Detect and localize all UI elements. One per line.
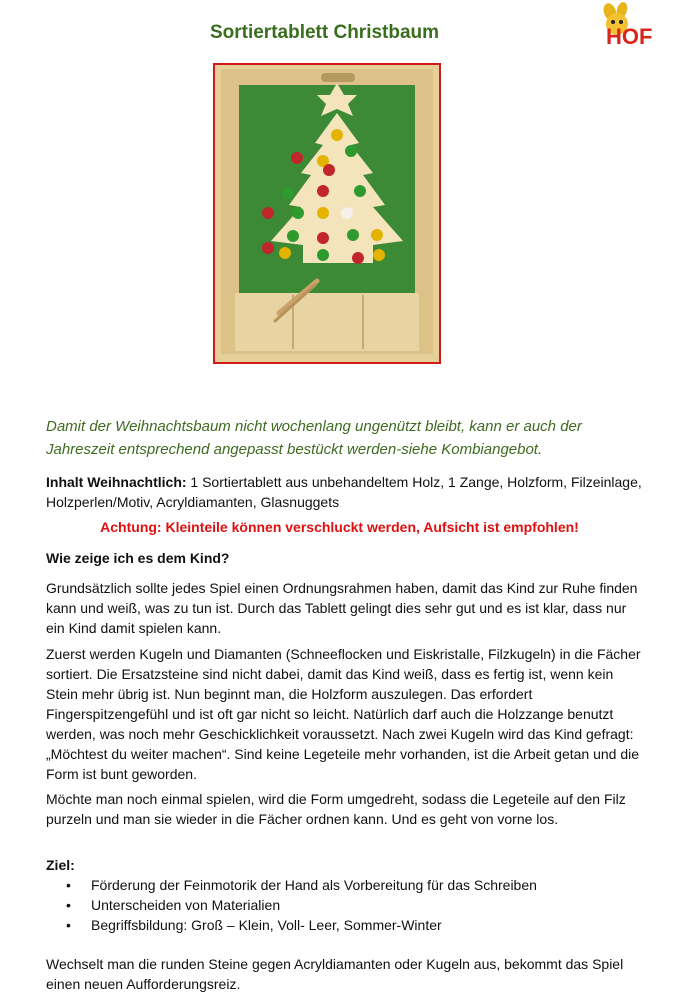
goal-heading: Ziel: [46, 857, 75, 873]
paragraph-2: Zuerst werden Kugeln und Diamanten (Schneeflocken und Eiskristalle, Filzkugeln) in die Fächer sortiert. Die Ersatzsteine sind nicht dabei, damit das Kind weiß, dass es fertig ist, wenn kein Stein mehr übrig ist. Nun beginnt man, die Holzform auszulegen. Das erfordert Fingerspitzengefühl und ist oft gar nicht so leicht. Natürlich darf auch die Holzzange benutzt werden, was noch mehr Geschicklichkeit voraussetzt. Nach zwei Kugeln wird das Kind gefragt: „Möchtest du weiter machen“. Sind keine Legeteile mehr vorhanden, ist die Arbeit getan und die Form ist bunt geworden. [46, 646, 641, 782]
contents-text: 1 Sortiertablett aus unbehandeltem Holz, 1 Zange, Holzform, Filzeinlage, Holzperlen/Motiv, Acryldiamanten, Glasnuggets [46, 474, 642, 510]
contents-label: Inhalt Weihnachtlich: [46, 474, 187, 490]
goal-list [46, 875, 646, 935]
paragraph-3: Möchte man noch einmal spielen, wird die Form umgedreht, sodass die Legeteile auf den Filz purzeln und man sie wieder in die Fächer ordnen kann. Und es geht von vorne los. [46, 791, 626, 827]
list-item: • Förderung der Feinmotorik der Hand als Vorbereitung für das Schreiben [46, 875, 646, 895]
page-title: Sortiertablett Christbaum [209, 22, 440, 43]
product-photo [213, 63, 441, 364]
paragraph-1: Grundsätzlich sollte jedes Spiel einen Ordnungsrahmen haben, damit das Kind zur Ruhe finden kann und weiß, was zu tun ist. Durch das Tablett gelingt dies sehr gut und es ist klar, dass nur ein Kind damit spielen kann. [46, 580, 638, 636]
list-item: • Begriffsbildung: Groß – Klein, Voll- Leer, Sommer-Winter [46, 915, 646, 935]
closing-text: Wechselt man die runden Steine gegen Acryldiamanten oder Kugeln aus, bekommt das Spiel einen neuen Aufforderungsreiz. [46, 956, 624, 992]
warning-text: Achtung: Kleinteile können verschluckt werden, Aufsicht ist empfohlen! [100, 519, 579, 535]
contents-paragraph [46, 472, 646, 512]
list-item: • Unterscheiden von Materialien [46, 895, 646, 915]
intro-text: Damit der Weihnachtsbaum nicht wochenlang ungenützt bleibt, kann er auch der Jahreszeit entsprechend angepasst bestückt werden-siehe Kombiangebot. [46, 418, 582, 458]
hof-logo [596, 2, 672, 48]
how-heading: Wie zeige ich es dem Kind? [46, 550, 230, 566]
svg-text:HOF: HOF [606, 24, 653, 48]
